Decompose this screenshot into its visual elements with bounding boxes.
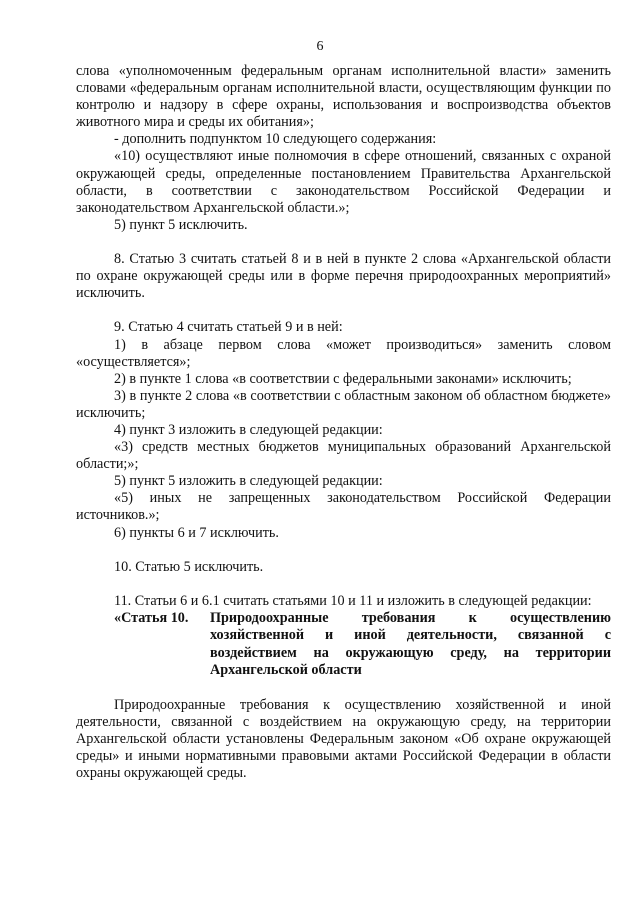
paragraph: «3) средств местных бюджетов муниципальных образований Архангельской области;»; [76, 439, 611, 473]
paragraph: 2) в пункте 1 слова «в соответствии с федеральными законами» исключить; [114, 370, 572, 387]
paragraph: 1) в абзаце первом слова «может производиться» заменить словом «осуществляется»; [76, 336, 611, 370]
page-number: 6 [316, 39, 324, 54]
article-label: «Статья 10. [114, 610, 189, 626]
document-body [76, 63, 611, 782]
paragraph: 5) пункт 5 исключить. [114, 216, 248, 233]
paragraph: «5) иных не запрещенных законодательством Российской Федерации источников.»; [76, 490, 611, 524]
paragraph-item-10: 10. Статью 5 исключить. [114, 558, 264, 575]
paragraph-item-9: 9. Статью 4 считать статьей 9 и в ней: [114, 319, 343, 336]
paragraph-item-8: 8. Статью 3 считать статьей 8 и в ней в пункте 2 слова «Архангельской области по охране окружающей среды или в форме перечня природоохранных мероприятий» исключить. [76, 251, 611, 302]
paragraph: слова «уполномоченным федеральным органам исполнительной власти» заменить словами «федеральным органам исполнительной власти, осуществляющим функции по контролю и надзору в сфере охраны, использования и воспроизводства объектов животного мира и среды их обитания»; [76, 63, 611, 131]
article-title: Природоохранные требования к осуществлению хозяйственной и иной деятельности, связанной с воздействием на окружающую среду, на территории Архангельской области [210, 610, 611, 679]
article-heading [114, 610, 611, 680]
paragraph: 5) пункт 5 изложить в следующей редакции: [114, 473, 383, 490]
paragraph: 3) в пункте 2 слова «в соответствии с областным законом об областном бюджете» исключить; [76, 387, 611, 421]
paragraph: - дополнить подпунктом 10 следующего содержания: [114, 131, 437, 148]
article-body-paragraph: Природоохранные требования к осуществлению хозяйственной и иной деятельности, связанной с воздействием на окружающую среду, на территории Архангельской области установлены Федеральным законом «Об охране окружающей среды» и иными нормативными правовыми актами Российской Федерации в области охраны окружающей среды. [76, 696, 611, 782]
paragraph: 6) пункты 6 и 7 исключить. [114, 524, 279, 541]
paragraph: «10) осуществляют иные полномочия в сфере отношений, связанных с охраной окружающей среды, определенные постановлением Правительства Архангельской области, в соответствии с законодательством Российской Федерации и законодательством Архангельской области.»; [76, 148, 611, 216]
paragraph-item-11: 11. Статьи 6 и 6.1 считать статьями 10 и 11 и изложить в следующей редакции: [114, 592, 592, 609]
paragraph: 4) пункт 3 изложить в следующей редакции: [114, 421, 383, 438]
